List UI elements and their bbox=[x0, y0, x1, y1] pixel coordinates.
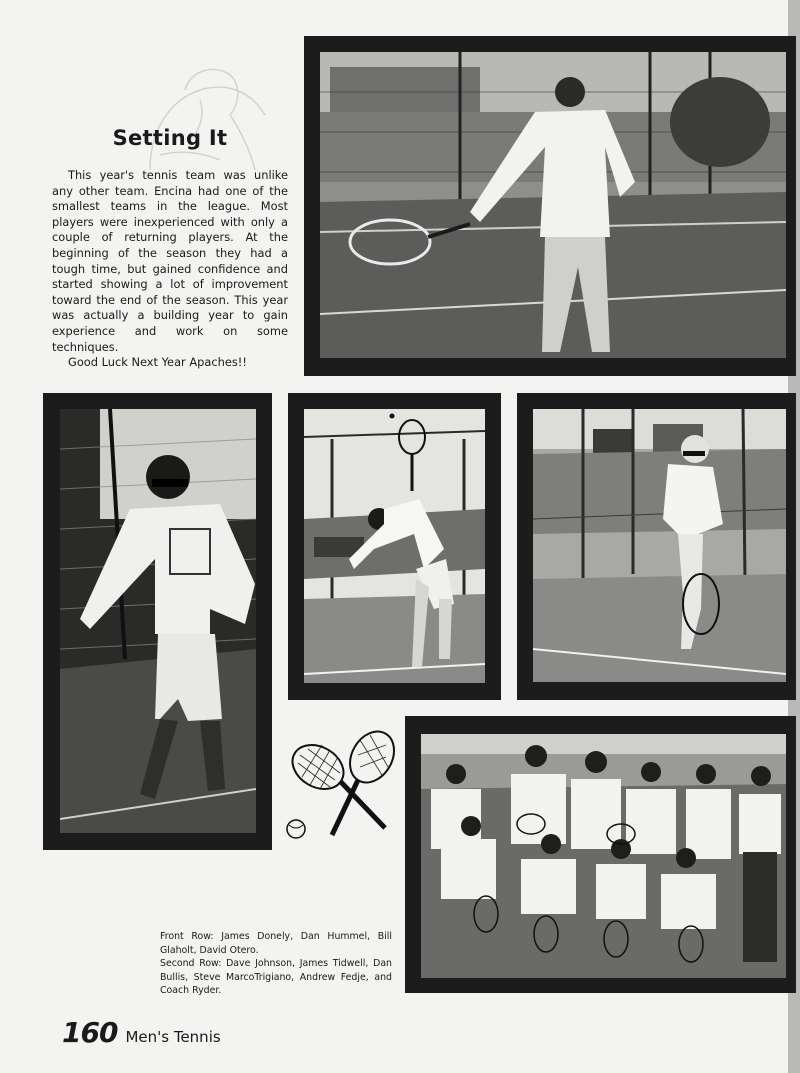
caption-front-row: Front Row: James Donely, Dan Hummel, Bill Glaholt, David Otero. bbox=[160, 931, 392, 956]
team-photo-caption bbox=[160, 930, 392, 998]
photo-sunglasses-player bbox=[43, 393, 272, 850]
mascot-watermark bbox=[130, 60, 280, 180]
photo-team bbox=[405, 716, 796, 993]
crossed-rackets-icon bbox=[280, 725, 410, 850]
page-footer bbox=[62, 1016, 221, 1049]
article-paragraph: This year's tennis team was unlike any other team. Encina had one of the smallest teams in the league. Most players were inexperienced with only a couple of returning players. At the beginning of the season they had a tough time, but gained confidence and started showing a lot of improvement toward the end of the season. This year was actually a building year to gain experience and work on some techniques. bbox=[52, 168, 288, 354]
closing-line: Good Luck Next Year Apaches!! bbox=[68, 355, 247, 370]
article-title: Setting It bbox=[112, 126, 228, 150]
photo-follow-through-player bbox=[517, 393, 796, 700]
caption-second-row: Second Row: Dave Johnson, James Tidwell, Dan Bullis, Steve MarcoTrigiano, Andrew Fedje, and Coach Ryder. bbox=[160, 958, 392, 997]
photo-serving-player bbox=[288, 393, 501, 700]
page-number: 160 bbox=[62, 1016, 118, 1049]
section-name: Men's Tennis bbox=[125, 1028, 221, 1046]
photo-forehand-player bbox=[304, 36, 796, 376]
article-body bbox=[52, 168, 288, 371]
